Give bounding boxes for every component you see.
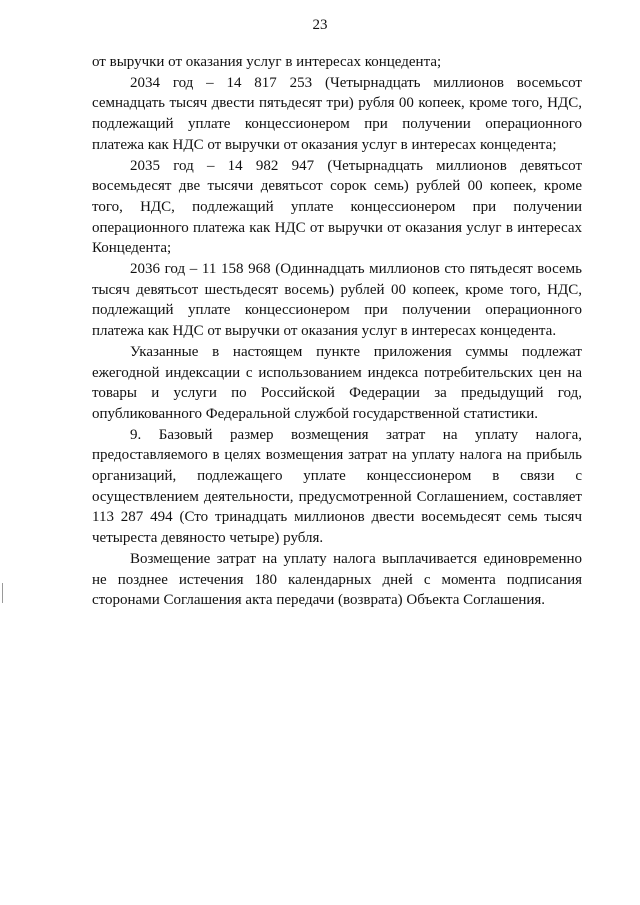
paragraph-1: от выручки от оказания услуг в интересах концедента; [92, 54, 442, 70]
paragraph-2: 2034 год – 14 817 253 (Четырнадцать миллионов восемьсот семнадцать тысяч двести пятьдесят три) рубля 00 копеек, кроме того, НДС, подлежащий уплате концессионером при получении операционного платежа как НДС от выручки от оказания услуг в интересах концедента; [92, 74, 582, 153]
document-body [92, 52, 582, 611]
paragraph-6: 9. Базовый размер возмещения затрат на уплату налога, предоставляемого в целях возмещения затрат на уплату налога на прибыль организаций, подлежащего уплате концессионером в связи с осуществлением деятельности, предусмотренной Соглашением, составляет 113 287 494 (Сто тринадцать миллионов двести восемьдесят семь тысяч четыреста девяносто четыре) рубля. [92, 426, 582, 547]
paragraph-7: Возмещение затрат на уплату налога выплачивается единовременно не позднее истечения 180 календарных дней с момента подписания сторонами Соглашения акта передачи (возврата) Объекта Соглашения. [92, 550, 582, 609]
paragraph-3: 2035 год – 14 982 947 (Четырнадцать миллионов девятьсот восемьдесят две тысячи девятьсот сорок семь) рублей 00 копеек, кроме того, НДС, подлежащий уплате концессионером при получении операционного платежа как НДС от выручки от оказания услуг в интересах Концедента; [92, 157, 582, 257]
page-number: 23 [312, 17, 328, 33]
paragraph-5: Указанные в настоящем пункте приложения суммы подлежат ежегодной индексации с использованием индекса потребительских цен на товары и услуги по Российской Федерации за предыдущий год, опубликованного Федеральной службой государственной статистики. [92, 343, 582, 422]
scan-edge-mark [2, 583, 3, 603]
paragraph-4: 2036 год – 11 158 968 (Одиннадцать миллионов сто пятьдесят восемь тысяч девятьсот шестьдесят восемь) рублей 00 копеек, кроме того, НДС, подлежащий уплате концессионером при получении операционного платежа как НДС от выручки от оказания услуг в интересах концедента. [92, 261, 582, 340]
